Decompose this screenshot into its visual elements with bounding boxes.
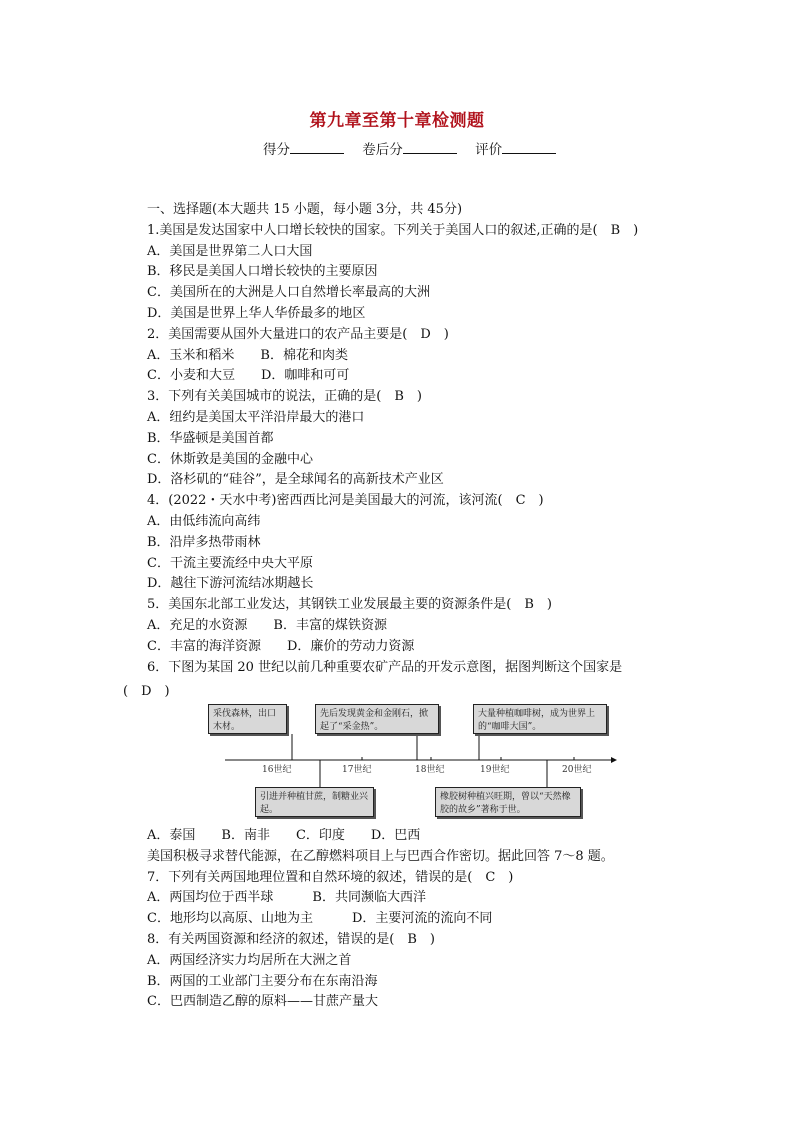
q7-options-cd: C．地形均以高原、山地为主 D．主要河流的流向不同 — [147, 911, 493, 927]
box-rubber: 橡胶树种植兴旺期，曾以“天然橡胶的故乡”著称于世。 — [435, 787, 581, 817]
q6-options: A．泰国 B．南非 C．印度 D．巴西 — [147, 828, 421, 843]
box-sugar: 引进并种植甘蔗，制糖业兴起。 — [255, 787, 374, 817]
q3-option-a: A．纽约是美国太平洋沿岸最大的港口 — [147, 409, 365, 425]
q3-stem: 3．下列有关美国城市的说法，正确的是( B ) — [147, 389, 422, 405]
q1-option-b: B．移民是美国人口增长较快的主要原因 — [147, 264, 378, 280]
q1-option-d: D．美国是世界上华人华侨最多的地区 — [147, 305, 366, 321]
final-score-label: 卷后分 — [362, 142, 403, 158]
q4-option-d: D．越往下游河流结冰期越长 — [147, 576, 314, 592]
q2-stem: 2．美国需要从国外大量进口的农产品主要是( D ) — [147, 326, 449, 342]
intro-7-8: 美国积极寻求替代能源，在乙醇燃料项目上与巴西合作密切。据此回答 7～8 题。 — [147, 848, 614, 864]
q5-options-cd: C．丰富的海洋资源 D．廉价的劳动力资源 — [147, 638, 415, 654]
tick-label-16: 16世纪 — [262, 765, 292, 775]
q5-stem: 5．美国东北部工业发达，其钢铁工业发展最主要的资源条件是( B ) — [147, 597, 552, 613]
box-timber: 采伐森林，出口木材。 — [208, 704, 287, 734]
questions-part-1 — [147, 200, 707, 678]
development-timeline-diagram — [203, 701, 623, 821]
q6-answer: ( D ) — [123, 684, 170, 699]
q5-options-ab: A．充足的水资源 B．丰富的煤铁资源 — [147, 617, 387, 633]
q3-option-d: D．洛杉矶的“硅谷”，是全球闻名的高新技术产业区 — [147, 472, 444, 488]
q2-options-cd: C．小麦和大豆 D．咖啡和可可 — [147, 368, 350, 384]
q7-stem: 7．下列有关两国地理位置和自然环境的叙述，错误的是( C ) — [147, 869, 514, 885]
q7-options-ab: A．两国均位于西半球 B．共同濒临大西洋 — [147, 890, 426, 906]
score-blank[interactable] — [290, 141, 344, 154]
q4-stem: 4．(2022・天水中考)密西西比河是美国最大的河流，该河流( C ) — [147, 493, 544, 509]
q8-stem: 8．有关两国资源和经济的叙述，错误的是( B ) — [147, 931, 435, 947]
timeline-arrow — [611, 757, 617, 763]
q3-option-c: C．休斯敦是美国的金融中心 — [147, 451, 313, 467]
box-gold: 先后发现黄金和金刚石，掀起了“采金热”。 — [315, 704, 439, 734]
q4-option-b: B．沿岸多热带雨林 — [147, 534, 261, 550]
questions-part-2 — [147, 826, 707, 1013]
page-title: 第九章至第十章检测题 — [309, 111, 485, 131]
final-score-blank[interactable] — [403, 141, 457, 154]
q6-stem: 6．下图为某国 20 世纪以前几种重要农矿产品的开发示意图，据图判断这个国家是 — [147, 659, 623, 675]
score-label: 得分 — [263, 142, 290, 158]
q8-option-c: C．巴西制造乙醇的原料——甘蔗产量大 — [147, 994, 378, 1010]
evaluation-blank[interactable] — [502, 141, 556, 154]
q1-option-c: C．美国所在的大洲是人口自然增长率最高的大洲 — [147, 285, 430, 301]
q8-option-b: B．两国的工业部门主要分布在东南沿海 — [147, 973, 378, 989]
tick-label-18: 18世纪 — [415, 765, 445, 775]
q4-option-a: A．由低纬流向高纬 — [147, 513, 261, 529]
box-coffee: 大量种植咖啡树，成为世界上的“咖啡大国”。 — [473, 704, 607, 734]
q1-option-a: A．美国是世界第二人口大国 — [147, 243, 313, 259]
section-heading: 一、选择题(本大题共 15 小题，每小题 3分，共 45分) — [147, 202, 463, 217]
tick-label-17: 17世纪 — [342, 765, 372, 775]
tick-label-20: 20世纪 — [562, 765, 592, 775]
q2-options-ab: A．玉米和稻米 B．棉花和肉类 — [147, 347, 348, 363]
evaluation-label: 评价 — [475, 142, 503, 158]
q8-option-a: A．两国经济实力均居所在大洲之首 — [147, 952, 352, 968]
q3-option-b: B．华盛顿是美国首都 — [147, 430, 274, 446]
score-line — [263, 138, 570, 158]
q1-stem: 1.美国是发达国家中人口增长较快的国家。下列关于美国人口的叙述,正确的是( B ) — [147, 222, 639, 238]
q4-option-c: C．干流主要流经中央大平原 — [147, 555, 313, 571]
tick-label-19: 19世纪 — [480, 765, 510, 775]
